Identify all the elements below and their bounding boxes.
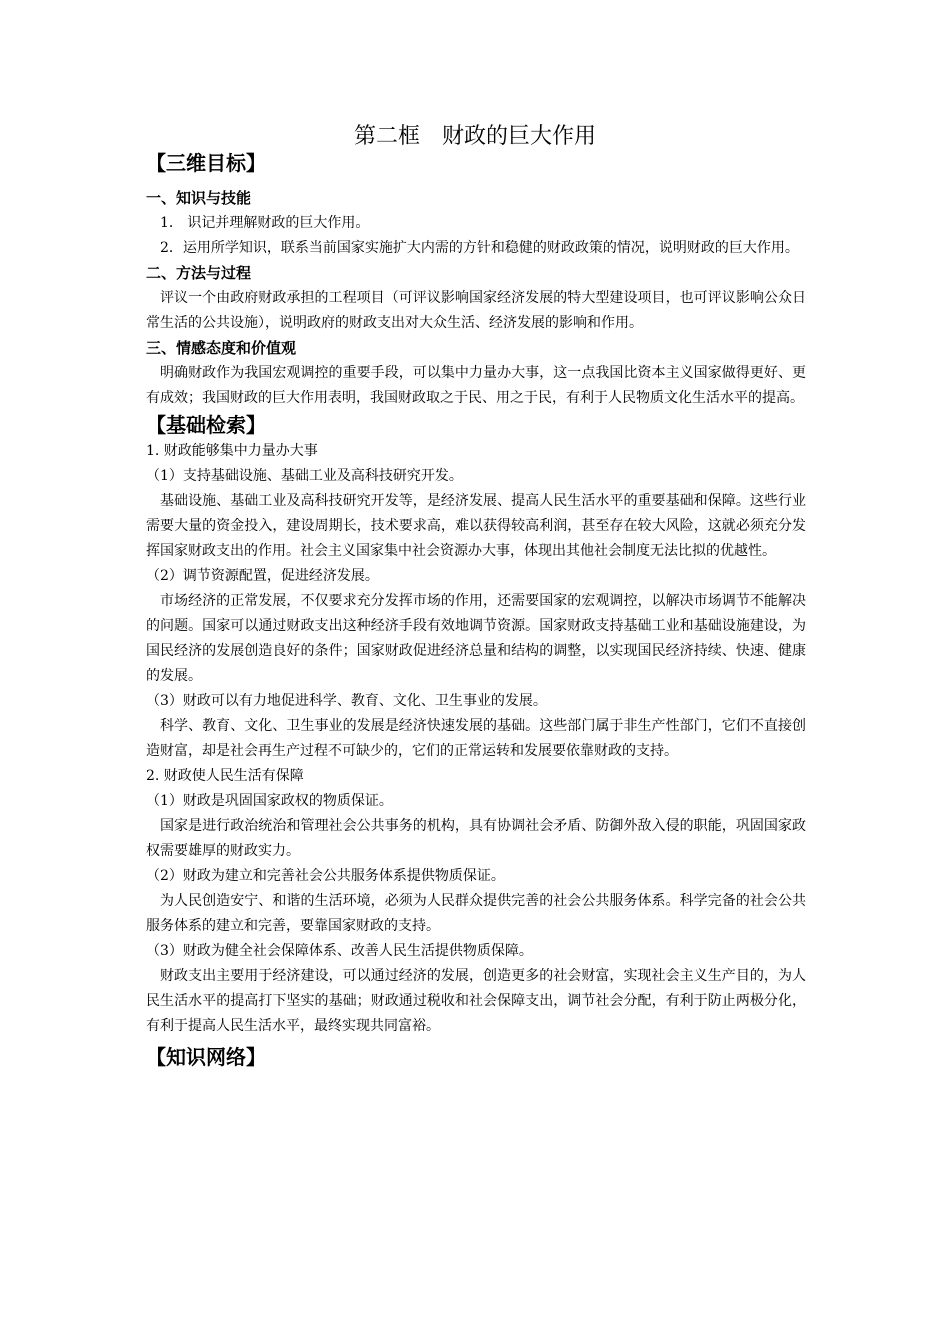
subheading-attitude-values: 三、情感态度和价值观 [146,339,297,357]
objective-item-2: 2．运用所学知识，联系当前国家实施扩大内需的方针和稳健的财政政策的情况，说明财政的巨大作用。 [160,240,799,256]
point-2c-text: 财政支出主要用于经济建设，可以通过经济的发展，创造更多的社会财富，实现社会主义生产目的，为人民生活水平的提高打下坚实的基础；财政通过税收和社会保障支出，调节社会分配，有利于防止两极分化，有利于提高人民生活水平，最终实现共同富裕。 [146,968,806,1034]
point-2b-text: 为人民创造安宁、和谐的生活环境，必须为人民群众提供完善的社会公共服务体系。科学完备的社会公共服务体系的建立和完善，要靠国家财政的支持。 [146,893,806,934]
point-2b-title: （2）财政为建立和完善社会公共服务体系提供物质保证。 [146,868,505,884]
page-title: 第二框 财政的巨大作用 [353,124,596,149]
attitude-values-text: 明确财政作为我国宏观调控的重要手段，可以集中力量办大事，这一点我国比资本主义国家做得更好、更有成效；我国财政的巨大作用表明，我国财政取之于民、用之于民，有利于人民物质文化生活水平的提高。 [146,365,806,406]
point-1c-text: 科学、教育、文化、卫生事业的发展是经济快速发展的基础。这些部门属于非生产性部门，它们不直接创造财富，却是社会再生产过程不可缺少的，它们的正常运转和发展要依靠财政的支持。 [146,718,806,759]
point-1c-title: （3）财政可以有力地促进科学、教育、文化、卫生事业的发展。 [146,693,547,709]
point-1b-title: （2）调节资源配置，促进经济发展。 [146,568,379,584]
method-process-text: 评议一个由政府财政承担的工程项目（可评议影响国家经济发展的特大型建设项目，也可评议影响公众日常生活的公共设施），说明政府的财政支出对大众生活、经济发展的影响和作用。 [146,290,806,331]
subheading-method-process: 二、方法与过程 [146,264,252,282]
point-2a-title: （1）财政是巩固国家政权的物质保证。 [146,793,393,809]
section-heading-knowledge-network: 【知识网络】 [146,1045,266,1069]
section-heading-basics: 【基础检索】 [146,413,266,437]
section-heading-objectives: 【三维目标】 [146,151,266,175]
point-2a-text: 国家是进行政治统治和管理社会公共事务的机构，具有协调社会矛盾、防御外敌入侵的职能，巩固国家政权需要雄厚的财政实力。 [146,818,806,859]
point-2c-title: （3）财政为健全社会保障体系、改善人民生活提供物质保障。 [146,943,533,959]
point-1b-text: 市场经济的正常发展，不仅要求充分发挥市场的作用，还需要国家的宏观调控，以解决市场调节不能解决的问题。国家可以通过财政支出这种经济手段有效地调节资源。国家财政支持基础工业和基础设施建设，为国民经济的发展创造良好的条件；国家财政促进经济总量和结构的调整，以实现国民经济持续、快速、健康的发展。 [146,593,806,684]
point-1-heading: 1. 财政能够集中力量办大事 [146,443,318,459]
point-1a-title: （1）支持基础设施、基础工业及高科技研究开发。 [146,468,463,484]
point-2-heading: 2. 财政使人民生活有保障 [146,768,304,784]
objective-item-1: 1． 识记并理解财政的巨大作用。 [160,215,370,231]
point-1a-text: 基础设施、基础工业及高科技研究开发等，是经济发展、提高人民生活水平的重要基础和保障。这些行业需要大量的资金投入，建设周期长，技术要求高，难以获得较高利润，甚至存在较大风险，这就必须充分发挥国家财政支出的作用。社会主义国家集中社会资源办大事，体现出其他社会制度无法比拟的优越性。 [146,493,806,559]
document-body [146,149,806,1071]
subheading-knowledge-skills: 一、知识与技能 [146,189,252,207]
